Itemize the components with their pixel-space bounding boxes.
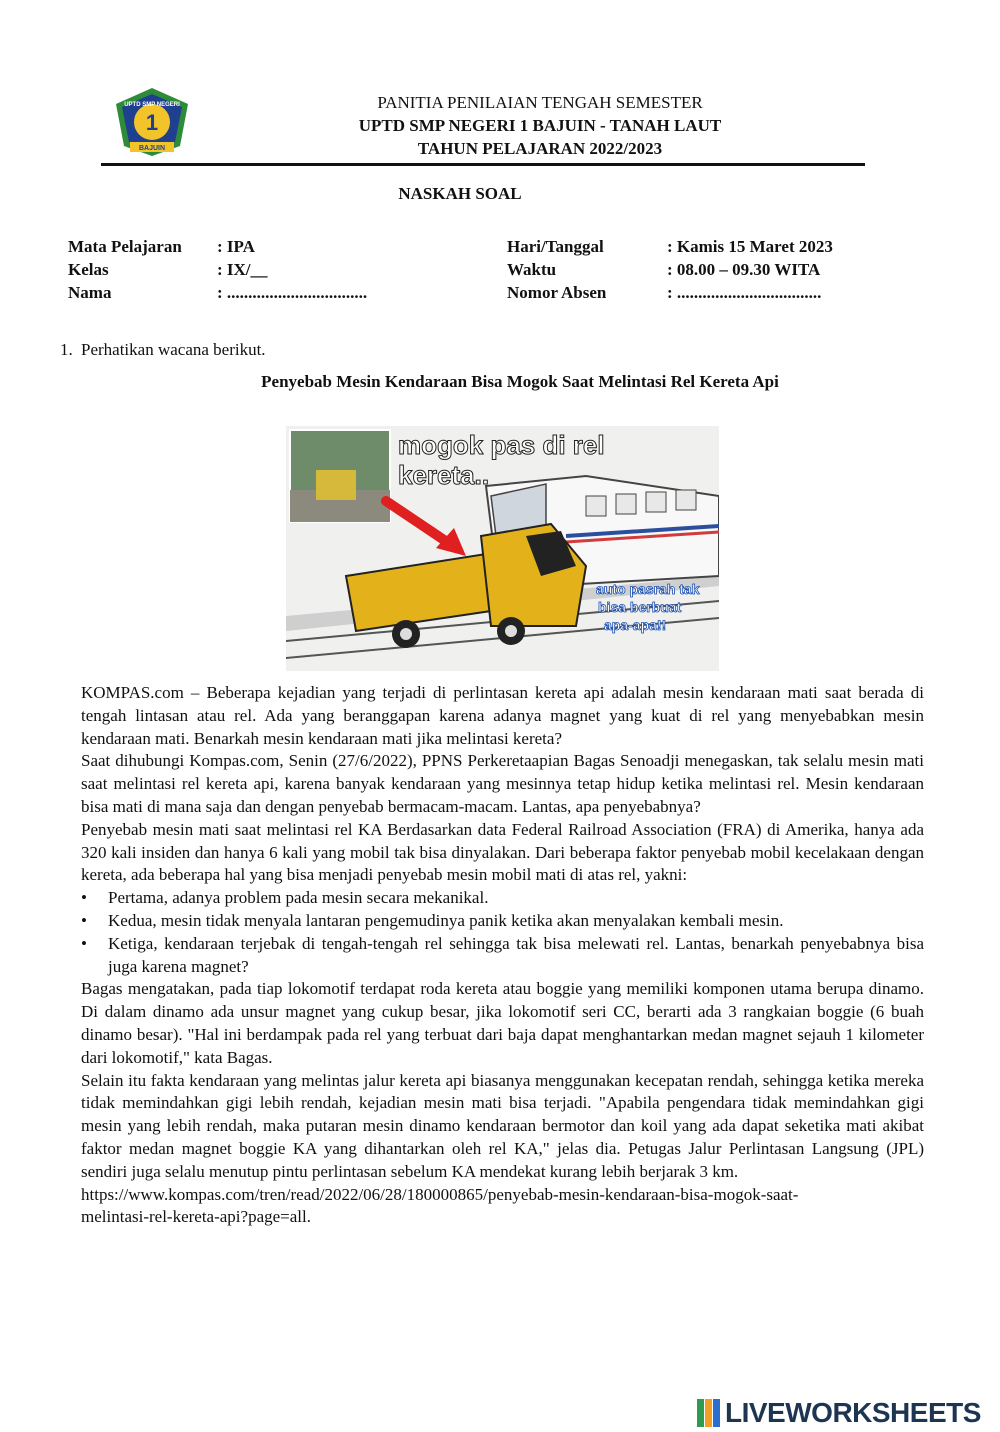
liveworksheets-watermark	[697, 1398, 981, 1428]
article-paragraph: Saat dihubungi Kompas.com, Senin (27/6/2022), PPNS Perkeretaapian Bagas Senoadji menegaskan, tak selalu mesin mati saat melintasi rel kereta api, karena banyak kendaraan yang mesinnya tetap hidup ketika melintasi rel. Mesin kendaraan bisa mati di mana saja dan dengan penyebab bermacam-macam. Lantas, apa penyebabnya?	[81, 751, 924, 816]
image-caption-bottom-2: bisa berbuat	[598, 599, 682, 615]
info-label-subject: Mata Pelajaran	[68, 237, 182, 256]
source-url-line-2: melintasi-rel-kereta-api?page=all.	[81, 1207, 311, 1227]
logo-top-text: UPTD SMP NEGERI	[124, 102, 180, 108]
info-label-name: Nama	[68, 283, 112, 302]
info-value-time: : 08.00 – 09.30 WITA	[667, 260, 821, 279]
watermark-text: LIVEWORKSHEETS	[725, 1397, 981, 1428]
image-caption-top-2: kereta..	[398, 460, 490, 490]
logo-bottom-text: BAJUIN	[138, 145, 166, 152]
info-label-absen: Nomor Absen	[507, 283, 607, 302]
liveworksheets-logo-icon	[697, 1399, 721, 1427]
info-value-name: : .................................	[217, 283, 368, 302]
image-caption-top-1: mogok pas di rel	[398, 430, 605, 460]
article-bullet: • Kedua, mesin tidak menyala lantaran pengemudinya panik ketika akan menyalakan kembali mesin.	[81, 910, 924, 933]
info-value-subject: : IPA	[217, 237, 255, 256]
info-label-time: Waktu	[507, 260, 557, 279]
question-prompt: Perhatikan wacana berikut.	[81, 340, 266, 359]
article-body	[81, 682, 924, 1229]
info-label-date: Hari/Tanggal	[507, 237, 604, 256]
info-value-class: : IX/__	[217, 260, 268, 279]
article-paragraph: Selain itu fakta kendaraan yang melintas jalur kereta api biasanya menggunakan kecepatan rendah, sehingga ketika mereka tidak memindahkan gigi lebih rendah, kejadian mesin mati bisa terjadi. "Apabila pengendara tidak memindahkan gigi mesin yang lebih rendah, maka putaran mesin dinamo kendaraan bermotor dan koil yang ada dapat seketika mati akibat faktor medan magnet boggie KA yang dihantarkan oleh rel KA," jelas dia. Petugas Jalur Perlintasan Langsung (JPL) sendiri juga selalu menutup pintu perlintasan sebelum KA mendekat kurang lebih berjarak 3 km.	[81, 1070, 924, 1181]
info-value-date: : Kamis 15 Maret 2023	[667, 237, 833, 256]
logo-number: 1	[145, 110, 159, 135]
article-paragraph: Bagas mengatakan, pada tiap lokomotif terdapat roda kereta atau boggie yang memiliki komponen utama berupa dinamo. Di dalam dinamo ada unsur magnet yang cukup besar, jika lokomotif seri CC, berarti ada 3 rangkaian boggie (6 buah dinamo besar). "Hal ini berdampak pada rel yang terbuat dari baja dapat menghantarkan medan magnet sejauh 1 kilometer dari lokomotif," kata Bagas.	[81, 979, 924, 1067]
question-number: 1.	[60, 340, 73, 359]
source-url-line-1: https://www.kompas.com/tren/read/2022/06/28/180000865/penyebab-mesin-kendaraan-bisa-mogok-saat-	[81, 1184, 799, 1204]
school-logo	[112, 86, 192, 158]
article-title: Penyebab Mesin Kendaraan Bisa Mogok Saat Melintasi Rel Kereta Api	[261, 372, 779, 391]
header-divider	[101, 163, 865, 166]
header-line-3: TAHUN PELAJARAN 2022/2023	[417, 139, 663, 158]
article-bullet: • Pertama, adanya problem pada mesin secara mekanikal.	[81, 887, 924, 910]
info-label-class: Kelas	[68, 260, 109, 279]
article-paragraph: KOMPAS.com – Beberapa kejadian yang terjadi di perlintasan kereta api adalah mesin kendaraan mati saat berada di tengah lintasan atau rel. Ada yang beranggapan karena adanya magnet yang kuat di rel yang menyebabkan mesin kendaraan mati. Benarkah mesin kendaraan mati jika melintasi kereta?	[81, 683, 924, 748]
article-paragraph: Penyebab mesin mati saat melintasi rel KA Berdasarkan data Federal Railroad Association (FRA) di Amerika, hanya ada 320 kali insiden dan hanya 6 kali yang mobil tak bisa dinyalakan. Dari beberapa faktor penyebab mobil kecelakaan dengan kereta, ada beberapa hal yang bisa menjadi penyebab mesin mobil mati di atas rel, yakni:	[81, 819, 924, 885]
article-bullet: • Ketiga, kendaraan terjebak di tengah-tengah rel sehingga tak bisa melewati rel. Lantas, benarkah penyebabnya bisa juga karena magnet?	[81, 933, 924, 979]
info-value-absen: : ..................................	[667, 283, 822, 302]
image-caption-bottom-3: apa-apa!!	[604, 617, 667, 633]
school-logo-icon	[112, 86, 192, 158]
illustration-image	[286, 426, 719, 671]
image-caption-bottom-1: auto pasrah tak	[596, 581, 700, 597]
header-line-2: UPTD SMP NEGERI 1 BAJUIN - TANAH LAUT	[358, 116, 722, 135]
doc-title: NASKAH SOAL	[398, 184, 522, 203]
header-line-1: PANITIA PENILAIAN TENGAH SEMESTER	[377, 93, 703, 112]
